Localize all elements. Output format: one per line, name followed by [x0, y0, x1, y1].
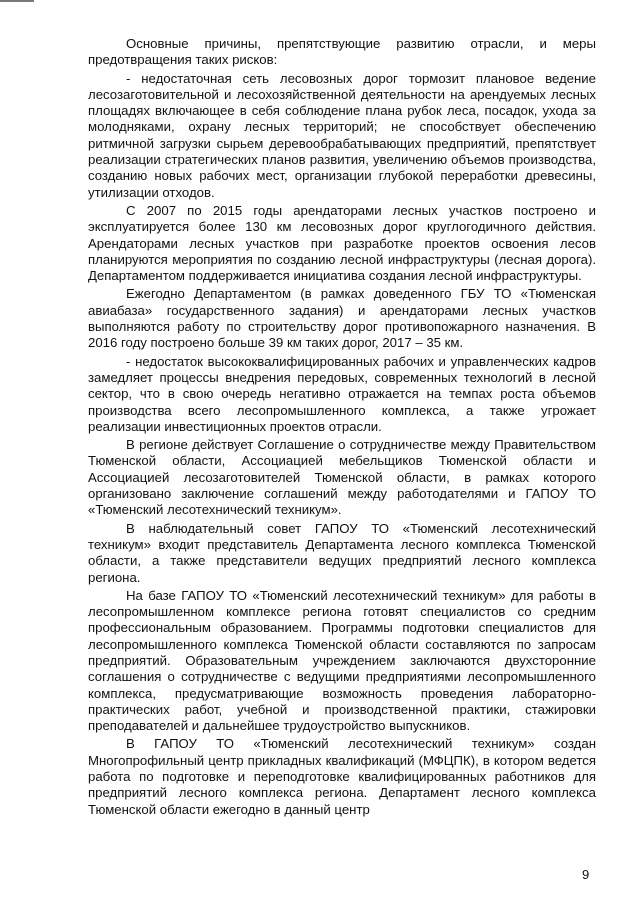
document-body [88, 36, 596, 820]
page-number: 9 [582, 867, 590, 882]
paragraph-intro: Основные причины, препятствующие развитию отрасли, и меры предотвращения таких рисков: [88, 36, 596, 68]
paragraph-agreement: В регионе действует Соглашение о сотрудничестве между Правительством Тюменской области, Ассоциацией мебельщиков Тюменской области и Ассоциацией лесозаготовителей Тюменской области, в рамках которого организовано заключение соглашений между работодателями и ГАПОУ ТО «Тюменский лесотехнический техникум». [88, 437, 596, 518]
paragraph-staff-shortage: - недостаток высококвалифицированных рабочих и управленческих кадров замедляет процессы внедрения передовых, современных технологий в лесной сектор, что в свою очередь негативно отражается на темпах роста объемов производства всего лесопромышленного комплекса, а также угрожает реализации инвестиционных проектов отрасли. [88, 353, 596, 434]
paragraph-supervisory-board: В наблюдательный совет ГАПОУ ТО «Тюменский лесотехнический техникум» входит представитель Департамента лесного комплекса Тюменской области, а также представители ведущих предприятий лесного комплекса региона. [88, 520, 596, 585]
scan-corner-mark [0, 0, 34, 2]
paragraph-roads-problem: - недостаточная сеть лесовозных дорог тормозит плановое ведение лесозаготовительной и лесохозяйственной деятельности на арендуемых лесных площадях включающее в себя соблюдение плана рубок леса, посадок, ухода за молодняками, охрану лесных территорий; не способствует обеспечению ритмичной загрузки сырьем деревообрабатывающих предприятий, препятствует реализации стратегических планов развития, увеличению объемов производства, созданию новых рабочих мест, организации глубокой переработки древесины, утилизации отходов. [88, 70, 596, 200]
paragraph-training: На базе ГАПОУ ТО «Тюменский лесотехнический техникум» для работы в лесопромышленном комплексе региона готовят специалистов со средним профессиональным образованием. Программы подготовки специалистов для лесопромышленного комплекса Тюменской области составляются по запросам предприятий. Образовательным учреждением заключаются двухсторонние соглашения о сотрудничестве с ведущими предприятиями лесопромышленного комплекса, предусматривающие возможность проведения лабораторно-практических работ, учебной и производственной практики, стажировки преподавателей и дальнейшее трудоустройство выпускников. [88, 587, 596, 734]
paragraph-fire-roads: Ежегодно Департаментом (в рамках доведенного ГБУ ТО «Тюменская авиабаза» государственного задания) и арендаторами лесных участков выполняются работу по строительству дорог противопожарного назначения. В 2016 году построено больше 39 км таких дорог, 2017 – 35 км. [88, 286, 596, 351]
paragraph-qualification-center: В ГАПОУ ТО «Тюменский лесотехнический техникум» создан Многопрофильный центр прикладных квалификаций (МФЦПК), в котором ведется работа по подготовке и переподготовке квалифицированных работников для предприятий лесного комплекса региона. Департамент лесного комплекса Тюменской области ежегодно в данный центр [88, 736, 596, 817]
paragraph-roads-built: С 2007 по 2015 годы арендаторами лесных участков построено и эксплуатируется более 130 км лесовозных дорог круглогодичного действия. Арендаторами лесных участков при разработке проектов освоения лесов планируются мероприятия по созданию лесной инфраструктуры (лесная дорога). Департаментом поддерживается инициатива создания лесной инфраструктуры. [88, 202, 596, 284]
